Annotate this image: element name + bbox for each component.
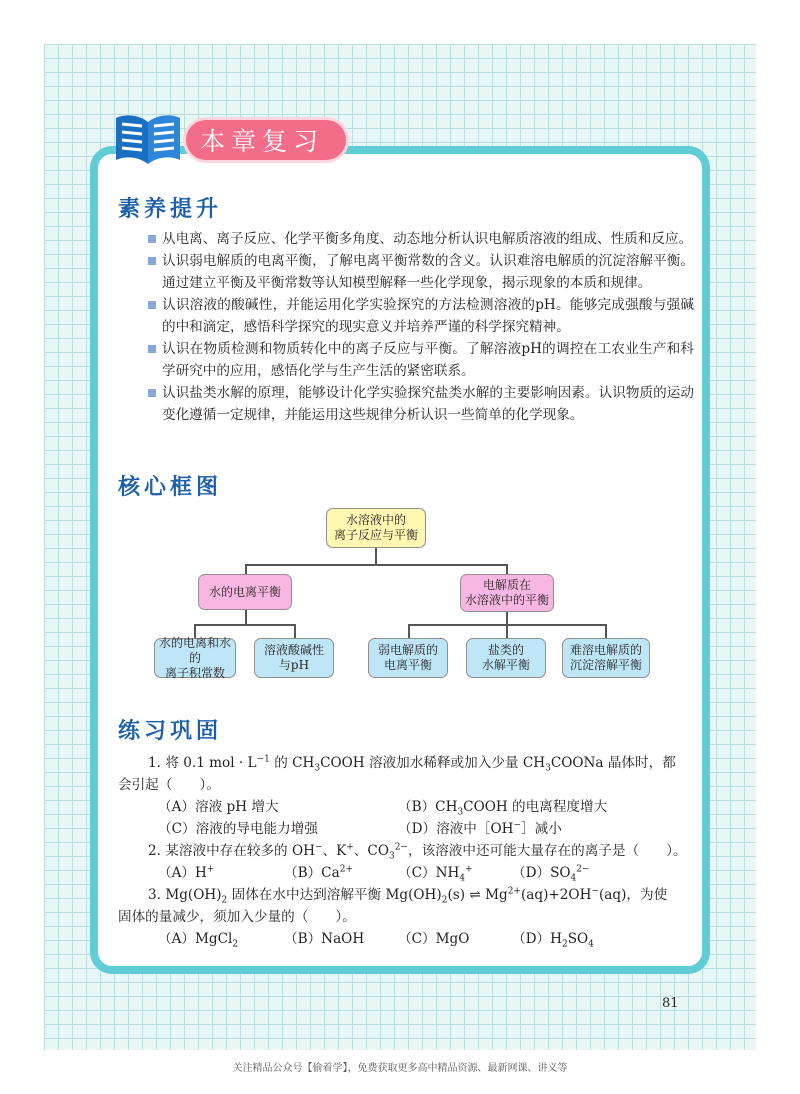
- q1-option-d: （D）溶液中［OH−］减小: [398, 820, 562, 837]
- chapter-review-badge: 本章复习: [186, 120, 346, 160]
- bullet-square-icon: [148, 301, 156, 309]
- page-number: 81: [662, 996, 679, 1011]
- bullet-square-icon: [148, 235, 156, 243]
- section-title-core-diagram: 核心框图: [118, 475, 223, 500]
- question-3: 3. $Mg(OH)_2$ 固体在水中达到溶解平衡 $Mg(OH)_2(s)$ ⇌ $Mg^{2+}(aq)+2OH^-(aq)$，为使: [148, 886, 668, 906]
- q3-option-c: （C）MgO: [398, 931, 470, 947]
- flow-node-precipitation: 难溶电解质的 沉淀溶解平衡: [562, 638, 650, 678]
- flow-node-ion-product: 水的电离和水的 离子积常数: [154, 638, 236, 678]
- q2-option-d: $(D)SO_4^{2-}$: [512, 864, 590, 884]
- question-1-line2: 会引起（ ）。: [118, 777, 220, 793]
- q3-option-a: （A）MgCl$_2$: [158, 931, 239, 950]
- flow-node-water-ionization: 水的电离平衡: [198, 574, 292, 610]
- flow-node-weak-electrolyte: 弱电解质的 电离平衡: [368, 638, 448, 678]
- q1-option-c: （C）溶液的导电能力增强: [158, 821, 318, 837]
- q2-option-b: $(B)Ca^{2+}$: [284, 864, 353, 881]
- flow-root-node: 水溶液中的 离子反应与平衡: [326, 508, 426, 548]
- bullet-square-icon: [148, 257, 156, 265]
- list-item: 从电离、离子反应、化学平衡多角度、动态地分析认识电解质溶液的组成、性质和反应。: [148, 228, 694, 250]
- q2-option-c: $(C)NH_4^+$: [398, 864, 473, 884]
- list-item: 认识盐类水解的原理，能够设计化学实验探究盐类水解的主要影响因素。认识物质的运动变化遵循一定规律，并能运用这些规律分析认识一些简单的化学现象。: [148, 382, 694, 426]
- flow-node-electrolyte-equilibrium: 电解质在 水溶液中的平衡: [460, 574, 554, 612]
- list-item: 认识溶液的酸碱性，并能运用化学实验探究的方法检测溶液的pH。能够完成强酸与强碱的中和滴定，感悟科学探究的现实意义并培养严谨的科学探究精神。: [148, 294, 694, 338]
- q3-option-b: （B）NaOH: [284, 931, 365, 947]
- question-1: 1. 将 0.1 mol · $L^{-1}$ 的 $CH_3COOH$ 溶液加水稀释或加入少量 $CH_3COONa$ 晶体时，都: [148, 754, 676, 774]
- bullet-square-icon: [148, 389, 156, 397]
- list-item: 认识弱电解质的电离平衡，了解电离平衡常数的含义。认识难溶电解质的沉淀溶解平衡。通过建立平衡及平衡常数等认知模型解释一些化学现象，揭示现象的本质和规律。: [148, 250, 694, 294]
- q1-option-b: $(B)CH_3COOH$ 的电离程度增大: [398, 799, 608, 818]
- question-2: 2. 某溶液中存在较多的 OH−、K+、$CO_3^{2-}$，该溶液中还可能大量存在的离子是（ ）。: [148, 842, 687, 862]
- q3-option-d: $(D)H_2SO_4$: [512, 931, 594, 950]
- flow-node-salt-hydrolysis: 盐类的 水解平衡: [466, 638, 546, 678]
- section-title-exercises: 练习巩固: [118, 719, 223, 744]
- footer-note: 关注精品公众号【偷着学】，免费获取更多高中精品资源、最新网课、讲义等: [232, 1063, 568, 1074]
- flow-node-acidity-ph: 溶液酸碱性 与pH: [254, 638, 334, 678]
- literacy-list: [148, 228, 694, 426]
- section-title-literacy: 素养提升: [118, 197, 223, 222]
- q2-option-a: （A）H+: [158, 864, 215, 881]
- list-item: 认识在物质检测和物质转化中的离子反应与平衡。了解溶液pH的调控在工农业生产和科学研究中的应用，感悟化学与生产生活的紧密联系。: [148, 338, 694, 382]
- question-3-line2: 固体的量减少，须加入少量的（ ）。: [118, 909, 356, 925]
- q1-option-a: （A）溶液 pH 增大: [158, 799, 279, 815]
- open-book-icon: [112, 110, 184, 168]
- bullet-square-icon: [148, 345, 156, 353]
- equilibrium-arrow-icon: ⇌: [469, 887, 481, 903]
